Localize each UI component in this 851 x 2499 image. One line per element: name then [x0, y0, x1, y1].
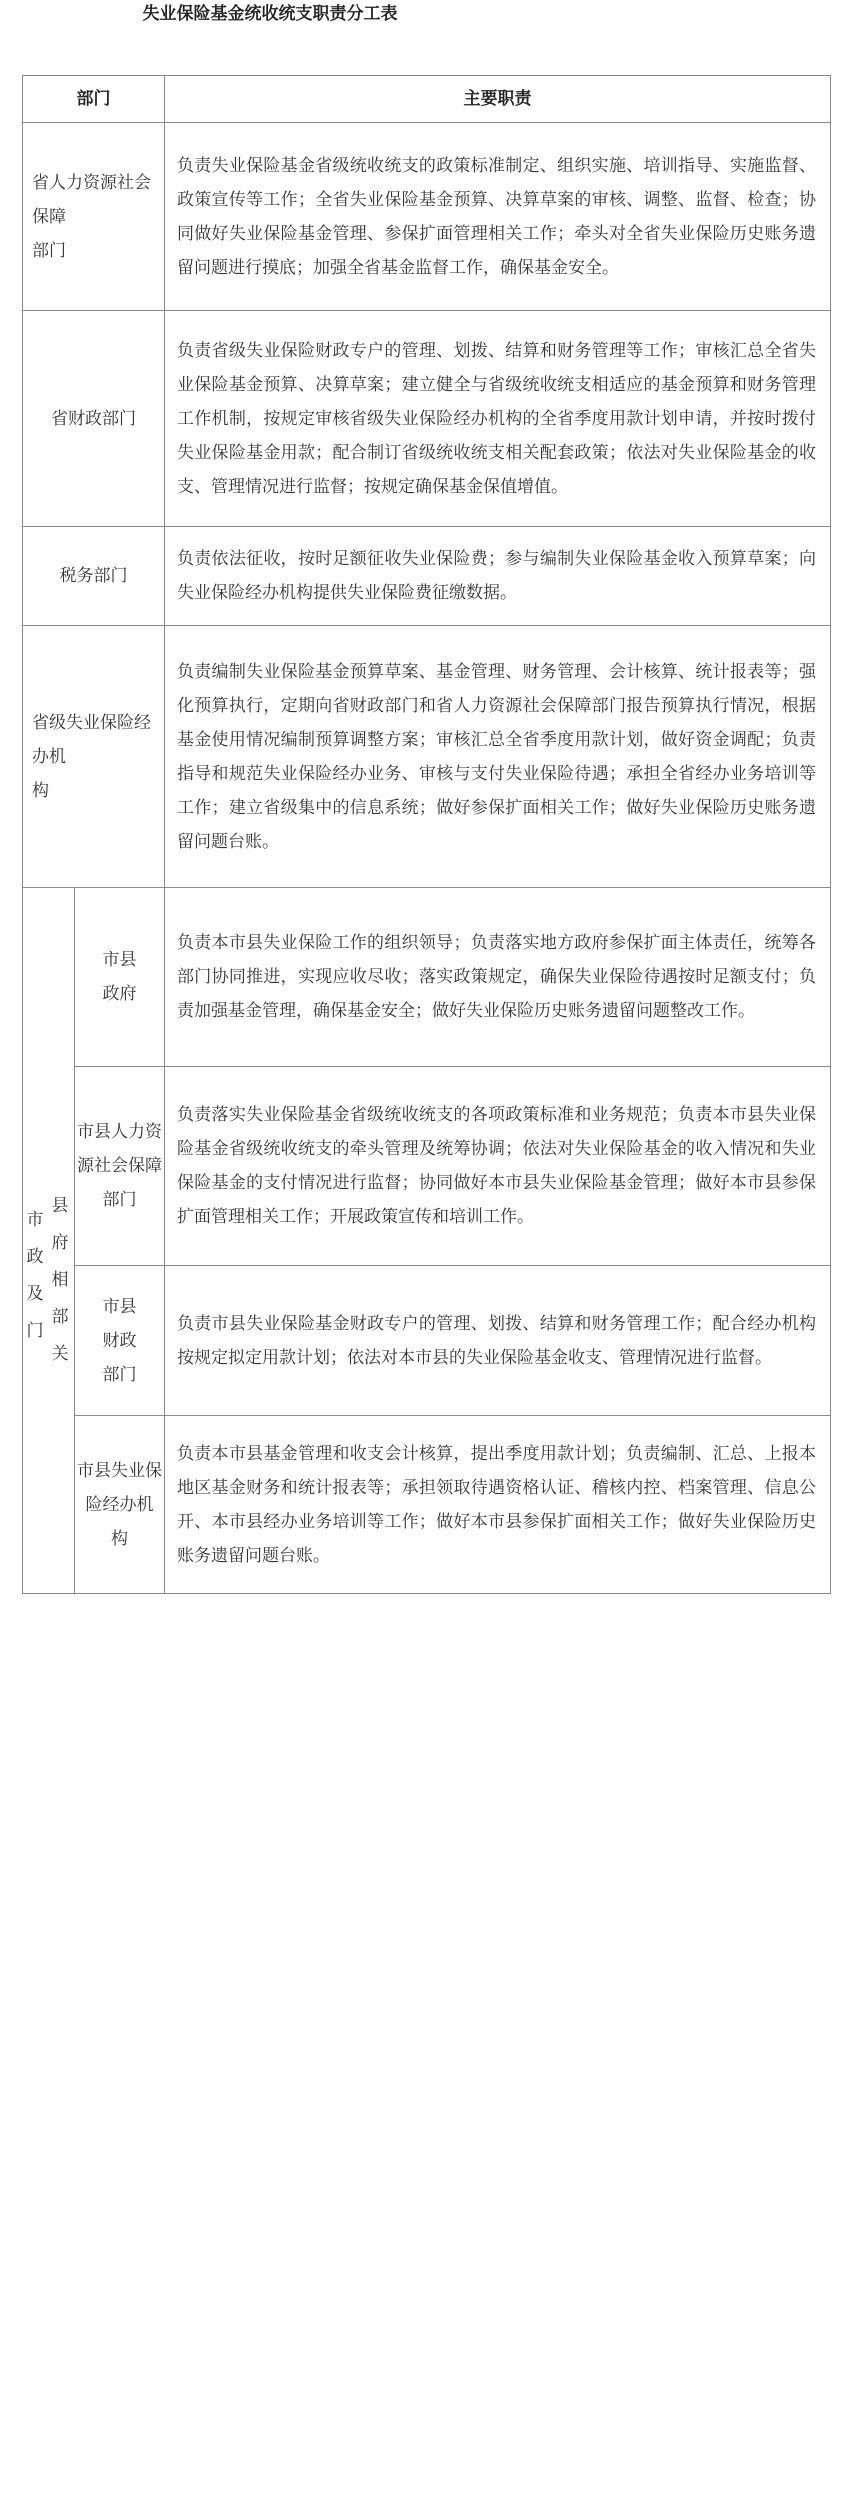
table-row — [23, 1067, 831, 1266]
dept-cell: 税务部门 — [23, 527, 165, 626]
table-row — [23, 1416, 831, 1594]
page-title: 失业保险基金统收统支职责分工表 — [142, 4, 398, 24]
duty-cell: 负责落实失业保险基金省级统收统支的各项政策标准和业务规范；负责本市县失业保险基金省级统收统支的牵头管理及统筹协调；依法对失业保险基金的收入情况和失业保险基金的支付情况进行监督；协同做好本市县失业保险基金管理；做好本市县参保扩面管理相关工作；开展政策宣传和培训工作。 — [165, 1067, 831, 1266]
header-dept: 部门 — [23, 76, 165, 123]
dept-cell: 市县 财政 部门 — [75, 1266, 165, 1416]
dept-cell: 市县 政府 — [75, 888, 165, 1067]
table-row — [23, 1266, 831, 1416]
dept-cell: 市县人力资 源社会保障 部门 — [75, 1067, 165, 1266]
dept-cell: 省级失业保险经办机 构 — [23, 626, 165, 888]
duty-cell: 负责省级失业保险财政专户的管理、划拨、结算和财务管理等工作；审核汇总全省失业保险基金预算、决算草案；建立健全与省级统收统支相适应的基金预算和财务管理工作机制，按规定审核省级失业保险经办机构的全省季度用款计划申请，并按时拨付失业保险基金用款；配合制订省级统收统支相关配套政策；依法对失业保险基金的收支、管理情况进行监督；按规定确保基金保值增值。 — [165, 311, 831, 527]
table-row — [23, 888, 831, 1067]
duty-table — [22, 75, 831, 1594]
table-header-row — [23, 76, 831, 123]
table-row — [23, 527, 831, 626]
table-row — [23, 626, 831, 888]
dept-cell: 省财政部门 — [23, 311, 165, 527]
duty-cell: 负责市县失业保险基金财政专户的管理、划拨、结算和财务管理工作；配合经办机构按规定拟定用款计划；依法对本市县的失业保险基金收支、管理情况进行监督。 — [165, 1266, 831, 1416]
header-duty: 主要职责 — [165, 76, 831, 123]
duty-cell: 负责本市县失业保险工作的组织领导；负责落实地方政府参保扩面主体责任，统筹各部门协同推进，实现应收尽收；落实政策规定，确保失业保险待遇按时足额支付；负责加强基金管理，确保基金安全；做好失业保险历史账务遗留问题整改工作。 — [165, 888, 831, 1067]
dept-cell: 省人力资源社会保障 部门 — [23, 123, 165, 311]
city-group-label — [23, 888, 75, 1594]
table-row — [23, 311, 831, 527]
city-group-label-col1: 市 政 及 门 — [26, 1210, 46, 1341]
duty-cell: 负责依法征收，按时足额征收失业保险费；参与编制失业保险基金收入预算草案；向失业保险经办机构提供失业保险费征缴数据。 — [165, 527, 831, 626]
city-group-label-col2: 县 府 相 部 关 — [51, 1196, 71, 1364]
duty-cell: 负责本市县基金管理和收支会计核算，提出季度用款计划；负责编制、汇总、上报本地区基金财务和统计报表等；承担领取待遇资格认证、稽核内控、档案管理、信息公开、本市县经办业务培训等工作；做好本市县参保扩面相关工作；做好失业保险历史账务遗留问题台账。 — [165, 1416, 831, 1594]
duty-cell: 负责编制失业保险基金预算草案、基金管理、财务管理、会计核算、统计报表等；强化预算执行，定期向省财政部门和省人力资源社会保障部门报告预算执行情况，根据基金使用情况编制预算调整方案；审核汇总全省季度用款计划，做好资金调配；负责指导和规范失业保险经办业务、审核与支付失业保险待遇；承担全省经办业务培训等工作；建立省级集中的信息系统；做好参保扩面相关工作；做好失业保险历史账务遗留问题台账。 — [165, 626, 831, 888]
table-row — [23, 123, 831, 311]
duty-cell: 负责失业保险基金省级统收统支的政策标准制定、组织实施、培训指导、实施监督、政策宣传等工作；全省失业保险基金预算、决算草案的审核、调整、监督、检查；协同做好失业保险基金管理、参保扩面管理相关工作；牵头对全省失业保险历史账务遗留问题进行摸底；加强全省基金监督工作，确保基金安全。 — [165, 123, 831, 311]
dept-cell: 市县失业保 险经办机 构 — [75, 1416, 165, 1594]
